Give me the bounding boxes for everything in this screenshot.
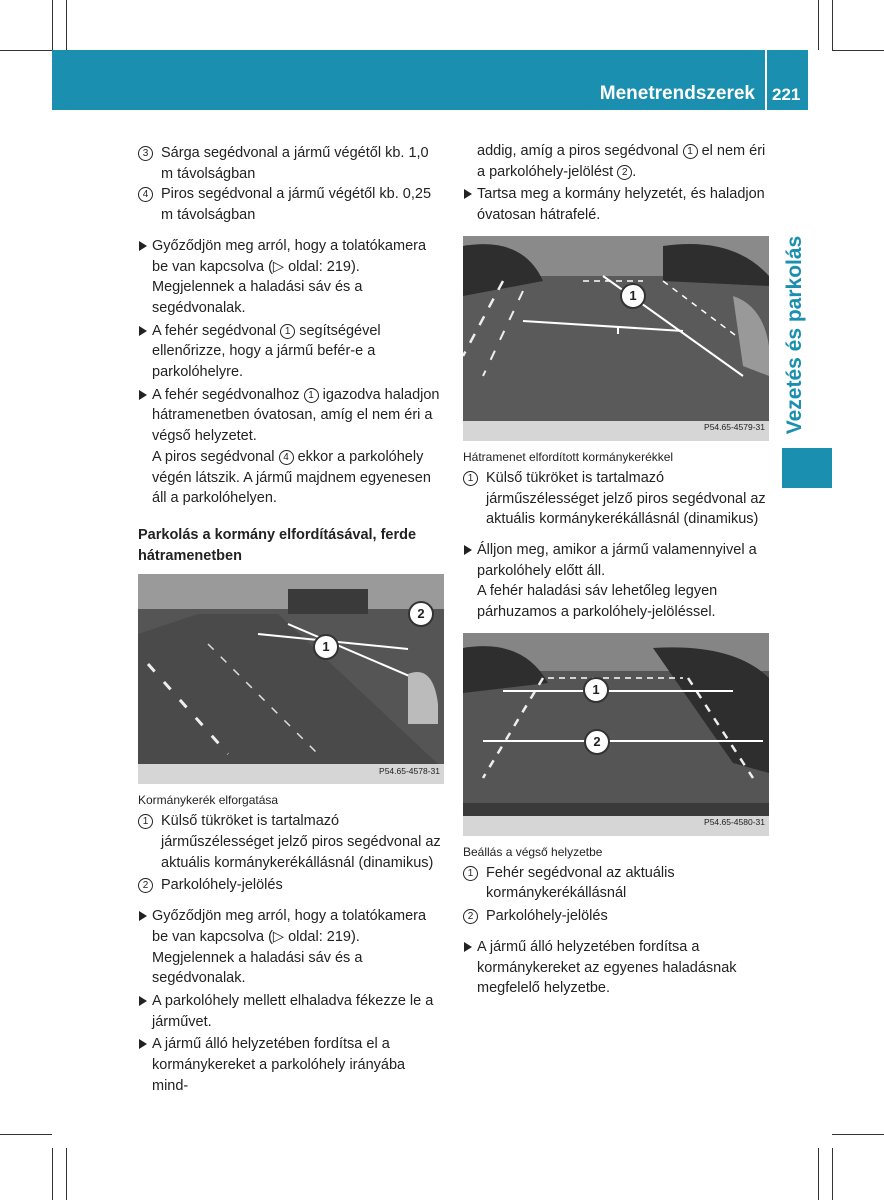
bullet-arrow-icon [139,1039,147,1049]
callout-number: 1 [463,471,478,486]
instruction-step [463,937,769,999]
crop-mark [818,1148,819,1200]
callout-number: 3 [138,146,153,161]
callout-marker-2: 2 [584,729,610,755]
crop-mark [66,0,67,50]
instruction-step [463,184,769,225]
step-text: A fehér segédvonalhoz 1 igazodva haladjon hátramenetben óvatosan, amíg el nem éri a végső helyzetet. [152,386,440,445]
section-title: Menetrendszerek [599,83,755,104]
legend-text: Külső tükröket is tartalmazó járműszélességet jelző piros segédvonal az aktuális kormánykerékállásnál (dinamikus) [161,813,441,871]
callout-number: 2 [617,165,632,180]
crop-mark [832,50,884,51]
header-divider [765,50,767,110]
camera-view [463,633,769,816]
legend-text: Piros segédvonal a jármű végétől kb. 0,25 m távolságban [161,186,432,224]
legend-item-1 [463,863,769,904]
instruction-step [138,906,444,989]
camera-view [138,574,444,764]
callout-marker-1: 1 [583,677,609,703]
page-number: 221 [772,85,801,104]
instruction-step [138,991,444,1032]
legend-item-1 [463,468,769,530]
bullet-arrow-icon [139,390,147,400]
crop-mark [52,1148,53,1200]
legend-text: Parkolóhely-jelölés [161,877,283,894]
crop-mark [0,50,52,51]
crop-mark [832,1148,833,1200]
callout-number: 4 [138,187,153,202]
bullet-arrow-icon [464,189,472,199]
step-result: A piros segédvonal 4 ekkor a parkolóhely végén látszik. A jármű majdnem egyenesen áll a parkolóhelyen. [152,448,431,507]
subsection-heading: Parkolás a kormány elfordításával, ferde hátramenetben [138,526,417,564]
instruction-step [138,385,444,509]
bullet-arrow-icon [139,996,147,1006]
callout-number: 1 [463,866,478,881]
callout-marker-2: 2 [408,601,434,627]
legend-text: Parkolóhely-jelölés [486,908,608,925]
legend-text: Fehér segédvonal az aktuális kormánykerékállásnál [486,864,675,902]
legend-item-2 [463,906,769,927]
figure-caption: Hátramenet elfordított kormánykerékkel [463,449,674,464]
instruction-step [463,540,769,623]
step-result: A fehér haladási sáv lehetőleg legyen párhuzamos a parkolóhely-jelöléssel. [477,583,718,621]
callout-number: 2 [138,878,153,893]
figure-reference: P54.65-4579-31 [704,422,765,433]
step-text: Álljon meg, amikor a jármű valamennyivel a parkolóhely előtt áll. [477,541,757,579]
instruction-step [138,321,444,383]
step-result: Megjelennek a haladási sáv és a segédvonalak. [152,949,363,987]
crop-mark [66,1148,67,1200]
figure-caption: Kormánykerék elforgatása [138,793,279,808]
step-text: Tartsa meg a kormány helyzetét, és haladjon óvatosan hátrafelé. [477,186,765,224]
instruction-step [138,1034,444,1096]
legend-item-3 [138,143,444,184]
bullet-arrow-icon [139,241,147,251]
step-result: Megjelennek a haladási sáv és a segédvonalak. [152,279,363,316]
legend-item-4 [138,184,444,225]
step-text: A jármű álló helyzetében fordítsa a kormánykereket az egyenes haladásnak megfelelő helyzetbe. [477,938,737,997]
figure-reference: P54.65-4578-31 [379,765,440,776]
callout-number: 1 [683,144,698,159]
bullet-arrow-icon [464,942,472,952]
crop-mark [52,0,53,50]
camera-image-1 [138,574,444,784]
crop-mark [0,1134,52,1135]
right-column [463,141,769,999]
legend-text: Sárga segédvonal a jármű végétől kb. 1,0 m távolságban [161,145,429,182]
step-continuation: addig, amíg a piros segédvonal 1 el nem éri a parkolóhely-jelölést 2 . [477,143,766,180]
callout-number: 1 [280,324,295,339]
callout-number: 2 [463,909,478,924]
crop-mark [832,0,833,50]
camera-image-3 [463,633,769,836]
left-column [138,143,444,1097]
legend-item-2 [138,875,444,896]
callout-number: 4 [279,450,294,465]
figure-reference: P54.65-4580-31 [704,817,765,828]
step-text: Győződjön meg arról, hogy a tolatókamera be van kapcsolva (▷ oldal: 219). [152,237,427,275]
chapter-tab-marker [782,448,832,488]
step-text: A fehér segédvonal 1 segítségével ellenőrizze, hogy a jármű befér-e a parkolóhelyre. [152,322,381,381]
step-text: A parkolóhely mellett elhaladva fékezze le a járművet. [152,992,434,1030]
camera-image-2 [463,236,769,441]
instruction-step [138,236,444,319]
bullet-arrow-icon [464,545,472,555]
step-text: A jármű álló helyzetében fordítsa el a kormánykereket a parkolóhely irányába mind- [152,1036,406,1094]
crop-mark [832,1134,884,1135]
camera-view [463,236,769,421]
callout-marker-1: 1 [313,634,339,660]
legend-item-1 [138,811,444,873]
callout-number: 1 [138,814,153,829]
callout-number: 1 [304,388,319,403]
bullet-arrow-icon [139,911,147,921]
figure-caption: Beállás a végső helyzetbe [463,844,603,859]
bullet-arrow-icon [139,326,147,336]
callout-marker-1: 1 [620,283,646,309]
legend-text: Külső tükröket is tartalmazó járműszélességet jelző piros segédvonal az aktuális kormánykerékállásnál (dinamikus) [486,469,766,528]
crop-mark [818,0,819,50]
step-text: Győződjön meg arról, hogy a tolatókamera be van kapcsolva (▷ oldal: 219). [152,908,427,945]
chapter-tab-label: Vezetés és parkolás [783,235,806,435]
